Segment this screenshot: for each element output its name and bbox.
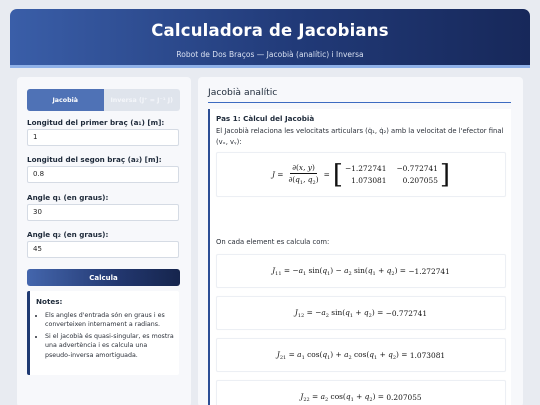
partial-fraction: $\frac{\partial(x, y)}{\partial(q_1, q_2)}$ <box>288 163 319 186</box>
j22-value: 0.207055 <box>386 392 422 402</box>
app-header <box>10 9 530 65</box>
result-title: Jacobià analític <box>208 87 278 98</box>
matrix-cell-j22: 0.207055 <box>402 176 438 185</box>
j21-value: 1.073081 <box>409 350 446 360</box>
tab-inverse[interactable]: Inversa (J⁺ = J⁻¹ J) <box>104 89 181 111</box>
q2-label: Angle q₂ (en graus): <box>27 230 109 239</box>
a1-input[interactable]: 1 <box>27 129 179 146</box>
j11-formula: $J_{11} = -a_1$ $\sin(q_1) - a_2$ $\sin(q_1 + q_2)$ = −1.272741 <box>216 254 506 288</box>
j11-value: −1.272741 <box>408 266 450 276</box>
app-subtitle: Robot de Dos Braços — Jacobià (analític) i Inversa <box>176 50 364 59</box>
tab-bar <box>27 89 180 111</box>
matrix-cell-j11: −1.272741 <box>344 164 387 173</box>
q1-label: Angle q₁ (en graus): <box>27 193 109 202</box>
jacobian-matrix-formula: J = $\frac{\partial(x, y)}{\partial(q_1, q_2)}$ = [ −1.272741 −0.772741 1.073081 0.207055 ] <box>216 152 506 197</box>
q2-input[interactable]: 45 <box>27 241 179 258</box>
result-divider <box>208 102 511 103</box>
jacobian-matrix: [ −1.272741 −0.772741 1.073081 0.207055 ] <box>332 159 451 190</box>
step-title: Pas 1: Càlcul del Jacobià <box>216 114 315 123</box>
header-accent-bar <box>10 65 530 68</box>
step-description: El Jacobià relaciona les velocitats articulars (q̇₁, q̇₂) amb la velocitat de l'efector final (vₓ, vᵧ): <box>216 127 504 146</box>
element-intro: On cada element es calcula com: <box>216 238 330 246</box>
calculate-button[interactable]: Calcula <box>27 269 180 286</box>
note-item: • Si el jacobià és quasi-singular, es mostra una advertència i es calcula una pseudo-inversa amortiguada. <box>45 332 174 360</box>
a2-label: Longitud del segon braç (a₂) [m]: <box>27 155 162 164</box>
a1-label: Longitud del primer braç (a₁) [m]: <box>27 118 165 127</box>
matrix-cell-j21: 1.073081 <box>351 176 387 185</box>
j21-formula: $J_{21} = a_1$ $\cos(q_1) + a_2$ $\cos(q_1 + q_2)$ = 1.073081 <box>216 338 506 372</box>
notes-list <box>36 311 174 360</box>
app-title: Calculadora de Jacobians <box>151 21 389 40</box>
matrix-cell-j12: −0.772741 <box>396 164 438 173</box>
input-panel <box>17 77 191 405</box>
tab-jacobian[interactable]: Jacobià <box>27 89 104 111</box>
result-panel <box>198 77 523 405</box>
notes-box <box>27 291 179 375</box>
notes-title: Notes: <box>36 297 63 306</box>
j22-formula: $J_{22} = a_2$ $\cos(q_1 + q_2)$ = 0.207055 <box>216 380 506 405</box>
j12-formula: $J_{12} = -a_2$ $\sin(q_1 + q_2)$ = −0.772741 <box>216 296 506 330</box>
step-card <box>208 109 511 405</box>
a2-input[interactable]: 0.8 <box>27 166 179 183</box>
j12-value: −0.772741 <box>385 308 428 318</box>
q1-input[interactable]: 30 <box>27 204 179 221</box>
note-item: • Els angles d'entrada són en graus i es converteixen internament a radians. <box>45 311 174 330</box>
